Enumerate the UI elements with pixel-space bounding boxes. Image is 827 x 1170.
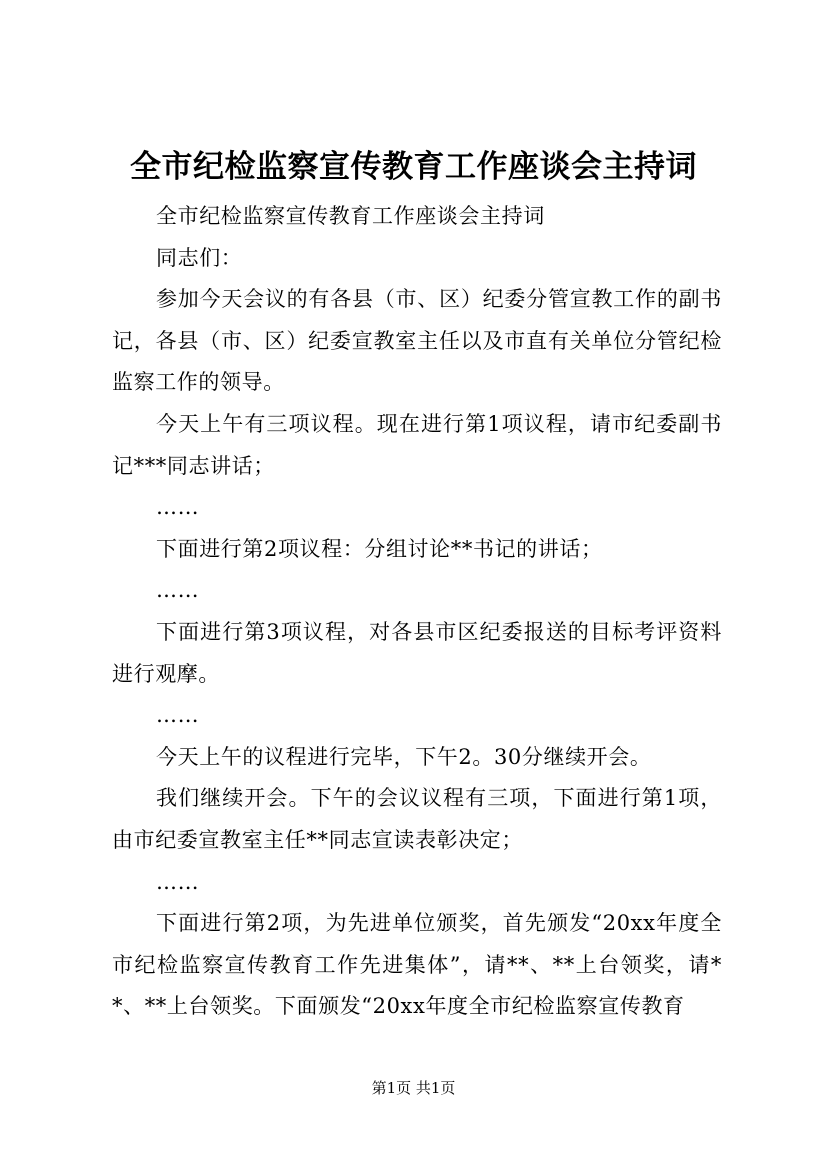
document-title: 全市纪检监察宣传教育工作座谈会主持词 (130, 149, 697, 185)
paragraph-morning-agenda: 今天上午有三项议程。现在进行第1项议程，请市纪委副书记***同志讲话； (112, 411, 722, 478)
paragraph-attendees: 参加今天会议的有各县（市、区）纪委分管宣教工作的副书记，各县（市、区）纪委宣教室主任以及市直有关单位分管纪检监察工作的领导。 (112, 287, 722, 395)
document-body (112, 196, 722, 1028)
paragraph-agenda-item-3: 下面进行第3项议程，对各县市区纪委报送的目标考评资料进行观摩。 (112, 619, 722, 686)
paragraph-agenda-item-2: 下面进行第2项议程：分组讨论**书记的讲话； (156, 536, 603, 561)
paragraph-ellipsis: …… (156, 495, 200, 520)
paragraph-morning-close: 今天上午的议程进行完毕，下午2。30分继续开会。 (156, 744, 652, 769)
paragraph-subtitle: 全市纪检监察宣传教育工作座谈会主持词 (156, 204, 545, 228)
paragraph-ellipsis: …… (156, 869, 200, 894)
paragraph-awards: 下面进行第2项，为先进单位颁奖，首先颁发“20xx年度全市纪检监察宣传教育工作先进集体”，请**、**上台领奖，请**、**上台领奖。下面颁发“20xx年度全市纪检监察宣传教育 (112, 911, 722, 1019)
paragraph-ellipsis: …… (156, 703, 200, 728)
paragraph-salutation: 同志们： (156, 245, 243, 270)
paragraph-afternoon-agenda: 我们继续开会。下午的会议议程有三项，下面进行第1项，由市纪委宣教室主任**同志宣读表彰决定； (112, 786, 722, 852)
paragraph-ellipsis: …… (156, 578, 200, 603)
page-footer: 第1页 共1页 (371, 1079, 456, 1097)
